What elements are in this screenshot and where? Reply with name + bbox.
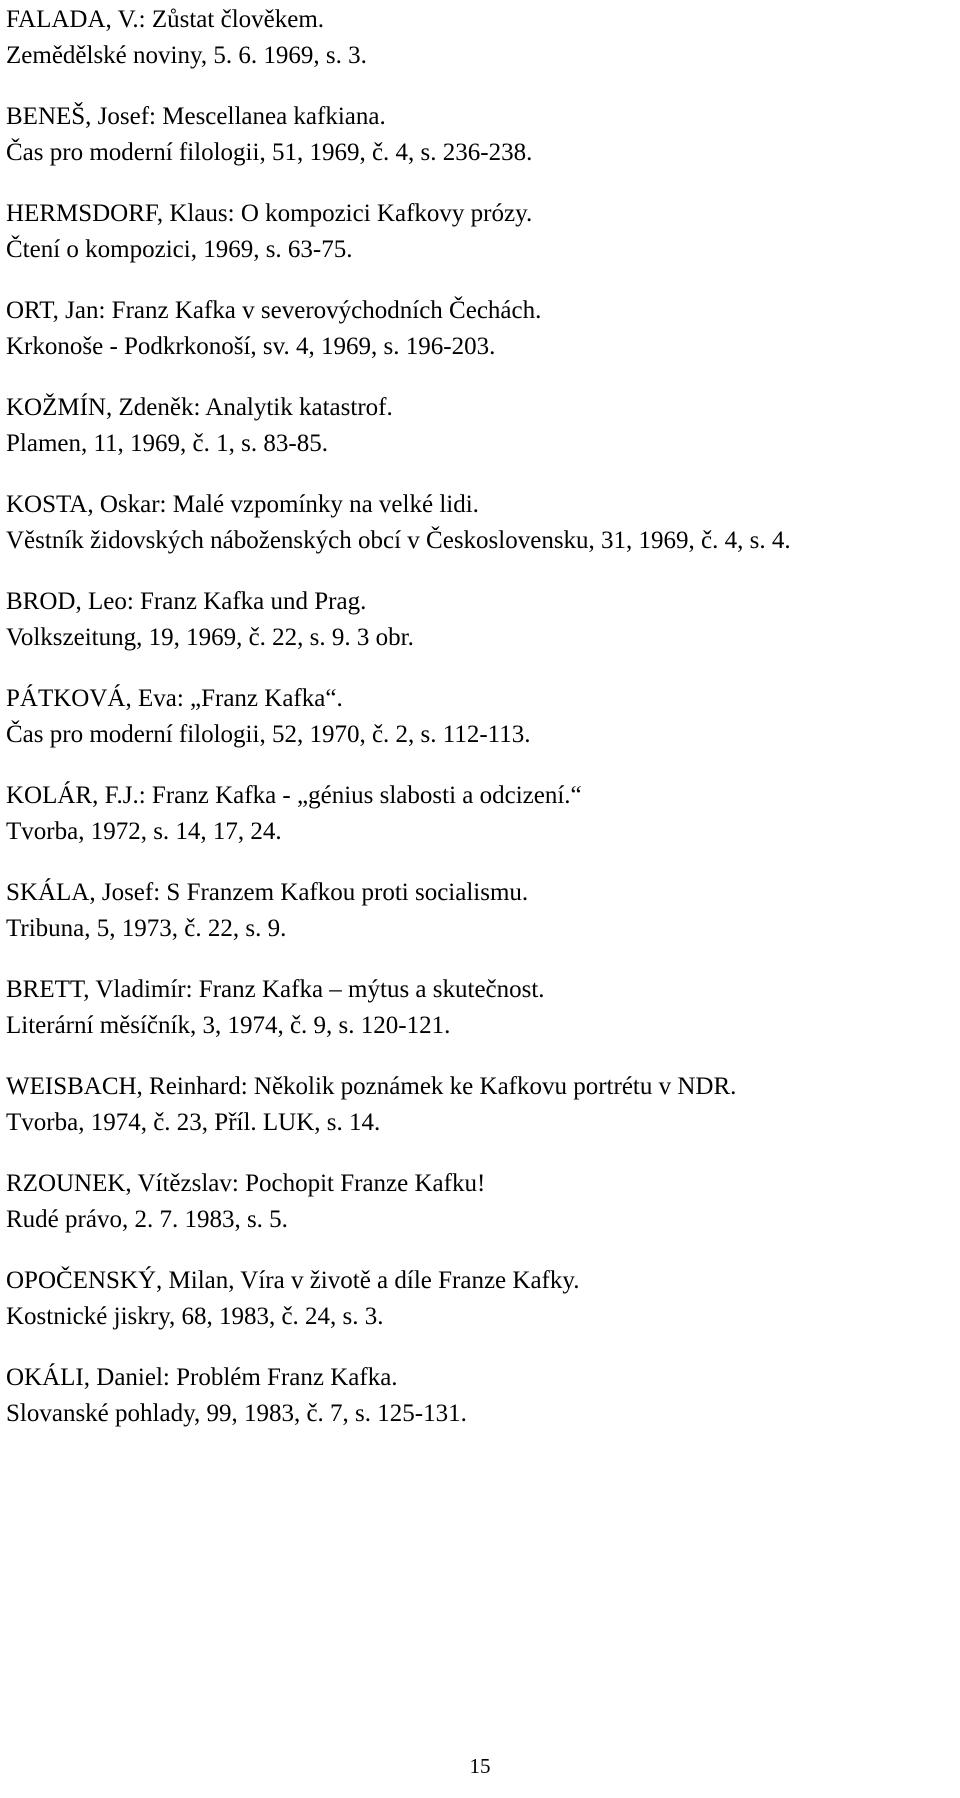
entry-author-title: ORT, Jan: Franz Kafka v severovýchodních Čechách. [6, 297, 542, 324]
bibliography-entry [6, 972, 946, 1044]
entry-author-title: OPOČENSKÝ, Milan, Víra v životě a díle Franze Kafky. [6, 1267, 580, 1294]
bibliography-entry [6, 293, 946, 365]
entry-source: Tribuna, 5, 1973, č. 22, s. 9. [6, 915, 287, 942]
entry-source: Čas pro moderní filologii, 51, 1969, č. 4, s. 236-238. [6, 139, 533, 166]
entry-source: Plamen, 11, 1969, č. 1, s. 83-85. [6, 430, 328, 457]
entry-author-title: KOLÁR, F.J.: Franz Kafka - „génius slabosti a odcizení.“ [6, 782, 582, 809]
entry-author-title: KOŽMÍN, Zdeněk: Analytik katastrof. [6, 394, 393, 421]
entry-author-title: BROD, Leo: Franz Kafka und Prag. [6, 588, 367, 615]
entry-author-title: RZOUNEK, Vítězslav: Pochopit Franze Kafku! [6, 1170, 486, 1197]
entry-source: Zemědělské noviny, 5. 6. 1969, s. 3. [6, 42, 367, 69]
bibliography-list [6, 2, 946, 1432]
bibliography-entry [6, 196, 946, 268]
bibliography-entry [6, 1166, 946, 1238]
bibliography-entry [6, 99, 946, 171]
entry-source: Rudé právo, 2. 7. 1983, s. 5. [6, 1206, 288, 1233]
bibliography-entry [6, 584, 946, 656]
entry-author-title: BRETT, Vladimír: Franz Kafka – mýtus a skutečnost. [6, 976, 545, 1003]
entry-source: Tvorba, 1974, č. 23, Příl. LUK, s. 14. [6, 1109, 381, 1136]
entry-source: Literární měsíčník, 3, 1974, č. 9, s. 120-121. [6, 1012, 451, 1039]
bibliography-entry [6, 1263, 946, 1335]
entry-source: Čas pro moderní filologii, 52, 1970, č. 2, s. 112-113. [6, 721, 531, 748]
entry-source: Krkonoše - Podkrkonoší, sv. 4, 1969, s. 196-203. [6, 333, 496, 360]
entry-author-title: HERMSDORF, Klaus: O kompozici Kafkovy prózy. [6, 200, 533, 227]
entry-author-title: PÁTKOVÁ, Eva: „Franz Kafka“. [6, 685, 343, 712]
bibliography-entry [6, 390, 946, 462]
entry-author-title: KOSTA, Oskar: Malé vzpomínky na velké lidi. [6, 491, 479, 518]
bibliography-entry [6, 2, 946, 74]
entry-source: Volkszeitung, 19, 1969, č. 22, s. 9. 3 obr. [6, 624, 414, 651]
entry-source: Slovanské pohlady, 99, 1983, č. 7, s. 125-131. [6, 1400, 467, 1427]
bibliography-entry [6, 875, 946, 947]
entry-author-title: WEISBACH, Reinhard: Několik poznámek ke Kafkovu portrétu v NDR. [6, 1073, 737, 1100]
bibliography-entry [6, 681, 946, 753]
page-number: 15 [469, 1754, 491, 1778]
entry-author-title: BENEŠ, Josef: Mescellanea kafkiana. [6, 103, 386, 130]
entry-source: Čtení o kompozici, 1969, s. 63-75. [6, 236, 353, 263]
bibliography-entry [6, 1360, 946, 1432]
entry-author-title: FALADA, V.: Zůstat člověkem. [6, 6, 325, 33]
entry-source: Věstník židovských náboženských obcí v Československu, 31, 1969, č. 4, s. 4. [6, 527, 791, 554]
bibliography-entry [6, 778, 946, 850]
entry-source: Kostnické jiskry, 68, 1983, č. 24, s. 3. [6, 1303, 384, 1330]
entry-author-title: SKÁLA, Josef: S Franzem Kafkou proti socialismu. [6, 879, 529, 906]
entry-author-title: OKÁLI, Daniel: Problém Franz Kafka. [6, 1364, 398, 1391]
bibliography-entry [6, 487, 946, 559]
bibliography-entry [6, 1069, 946, 1141]
entry-source: Tvorba, 1972, s. 14, 17, 24. [6, 818, 282, 845]
